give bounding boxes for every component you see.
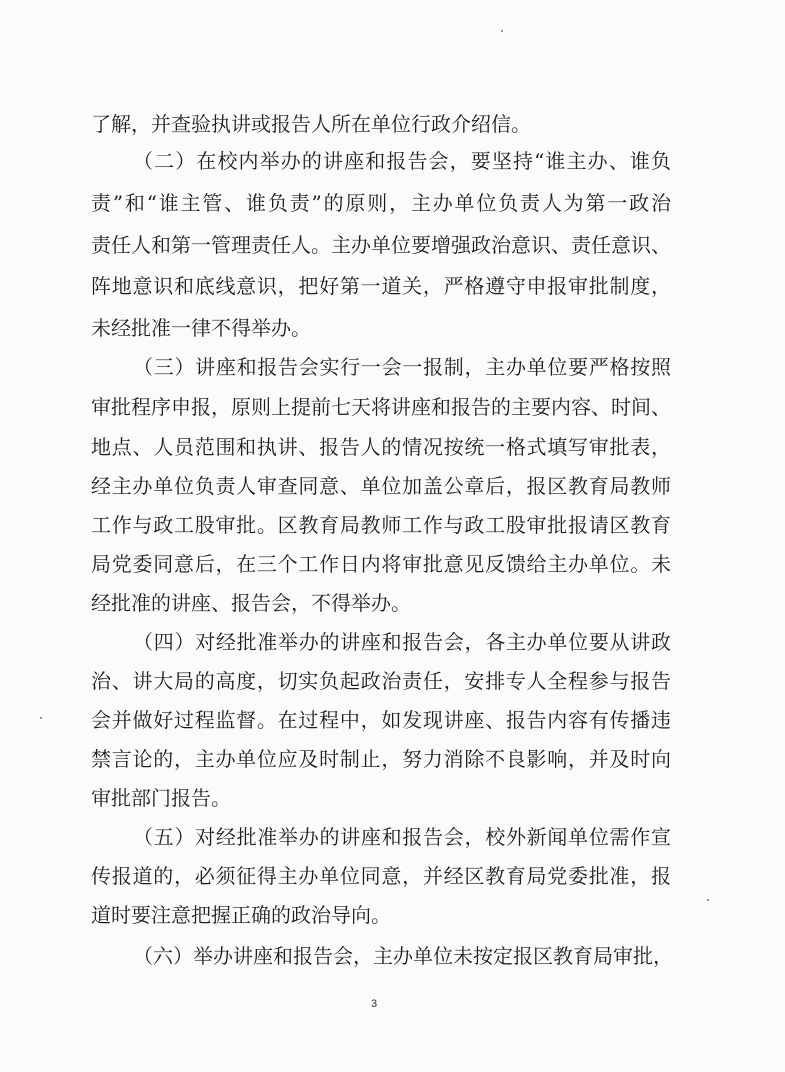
text-line: 了解，并查验执讲或报告人所在单位行政介绍信。 <box>91 112 531 136</box>
text-line: 道时要注意把握正确的政治导向。 <box>91 903 391 927</box>
text-line: （五）对经批准举办的讲座和报告会，校外新闻单位需作宣 <box>133 825 671 849</box>
text-line: 责”和“谁主管、谁负责”的原则，主办单位负责人为第一政治 <box>91 191 671 215</box>
text-line: 经批准的讲座、报告会，不得举办。 <box>91 591 411 615</box>
page-number: 3 <box>370 998 378 1010</box>
text-line: 经主办单位负责人审查同意、单位加盖公章后，报区教育局教师 <box>91 474 671 498</box>
text-line: 传报道的，必须征得主办单位同意，并经区教育局党委批准，报 <box>91 864 671 888</box>
text-line: 审批部门报告。 <box>91 786 231 810</box>
text-line: 阵地意识和底线意识，把好第一道关，严格遵守申报审批制度， <box>91 274 671 298</box>
text-line: 局党委同意后，在三个工作日内将审批意见反馈给主办单位。未 <box>91 552 671 576</box>
text-line: 未经批准一律不得举办。 <box>91 316 311 340</box>
text-line: （四）对经批准举办的讲座和报告会，各主办单位要从讲政 <box>133 630 671 654</box>
text-line: 治、讲大局的高度，切实负起政治责任，安排专人全程参与报告 <box>91 669 671 693</box>
text-line: 工作与政工股审批。区教育局教师工作与政工股审批报请区教育 <box>91 513 671 537</box>
scan-speck <box>501 30 503 32</box>
text-line: 地点、人员范围和执讲、报告人的情况按统一格式填写审批表， <box>91 435 671 459</box>
text-line: （二）在校内举办的讲座和报告会，要坚持“谁主办、谁负 <box>133 149 671 173</box>
text-line: 责任人和第一管理责任人。主办单位要增强政治意识、责任意识、 <box>91 233 671 257</box>
text-line: （三）讲座和报告会实行一会一报制，主办单位要严格按照 <box>133 355 671 379</box>
scan-speck <box>707 899 709 901</box>
scan-speck <box>40 717 42 719</box>
text-line: 禁言论的，主办单位应及时制止，努力消除不良影响，并及时向 <box>91 747 671 771</box>
text-line: 审批程序申报，原则上提前七天将讲座和报告的主要内容、时间、 <box>91 395 671 419</box>
text-line: 会并做好过程监督。在过程中，如发现讲座、报告内容有传播违 <box>91 708 671 732</box>
text-line: （六）举办讲座和报告会，主办单位未按定报区教育局审批， <box>133 944 673 968</box>
